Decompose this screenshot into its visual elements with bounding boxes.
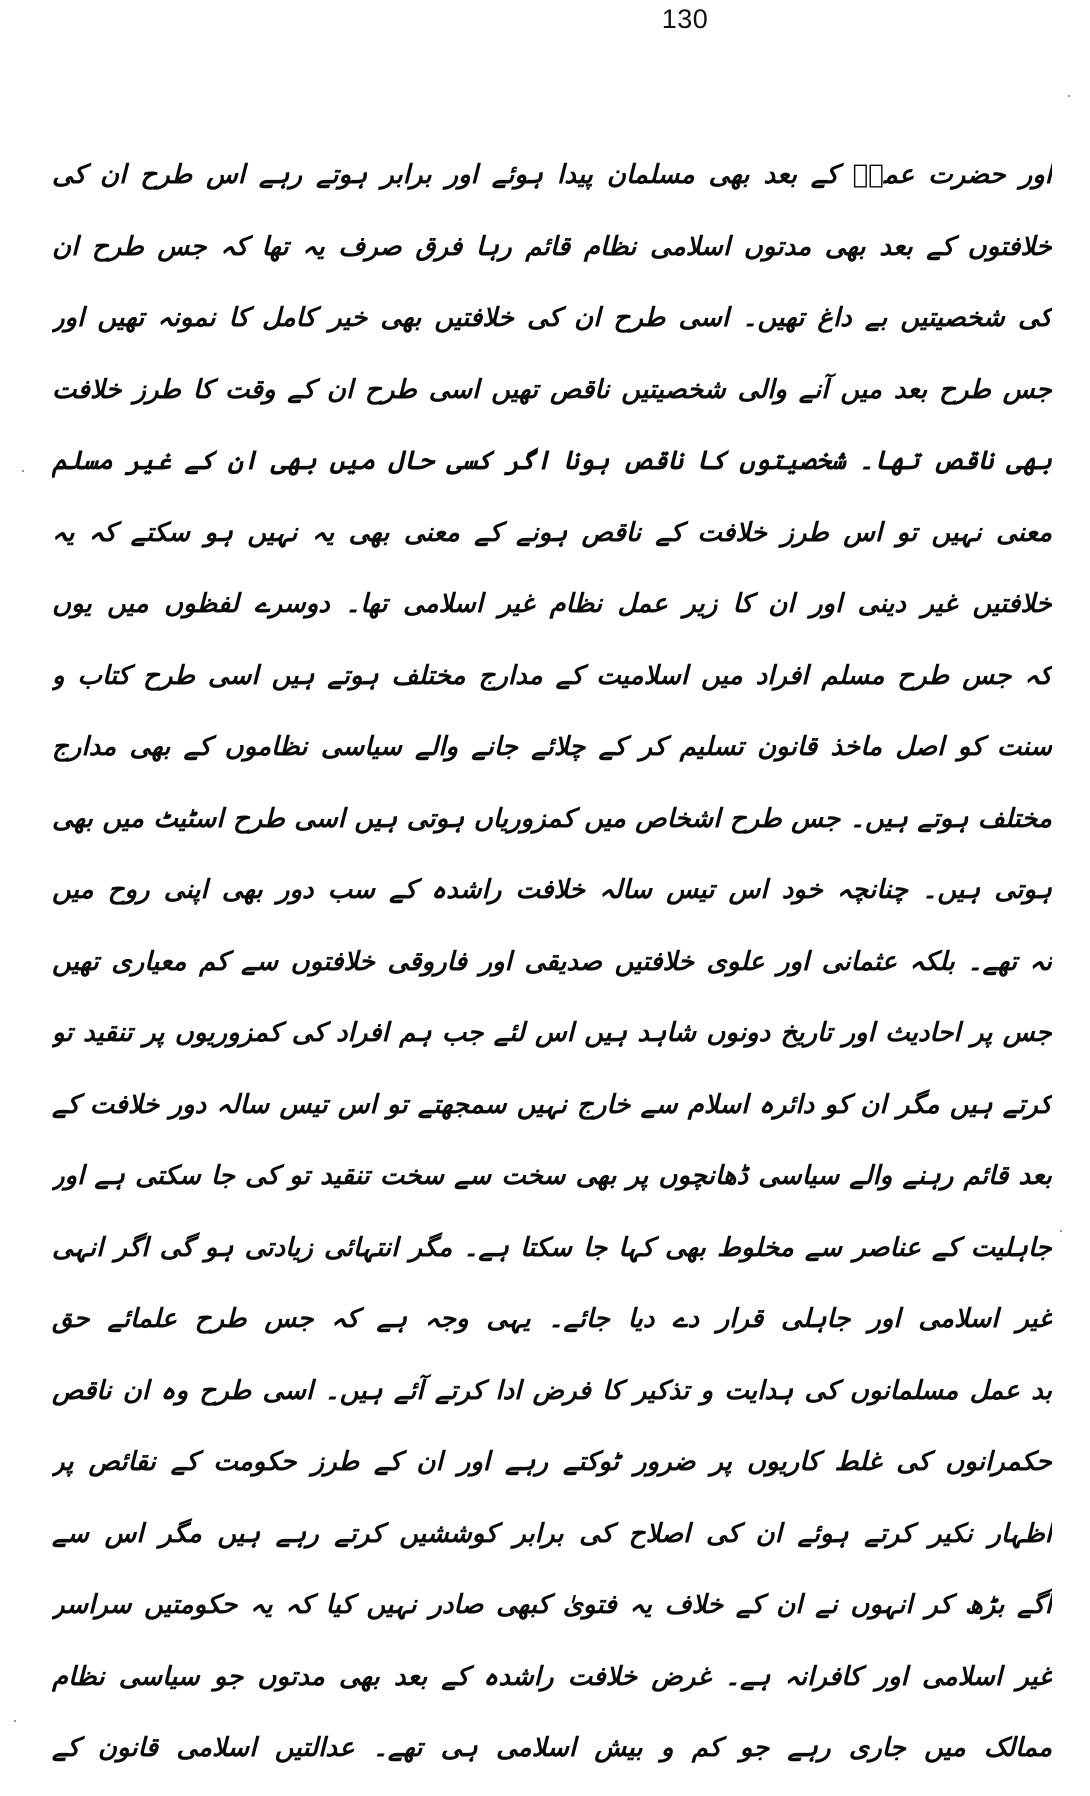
text-line: بعد قائم رہنے والے سیاسی ڈھانچوں پر بھی سخت سے سخت تنقید تو کی جا سکتی ہے اور <box>52 1161 1052 1191</box>
text-line: غیر اسلامی اور جاہلی قرار دے دیا جائے۔ یہی وجہ ہے کہ جس طرح علمائے حق <box>52 1304 1052 1334</box>
text-line: جاہلیت کے عناصر سے مخلوط بھی کہا جا سکتا ہے۔ مگر انتہائی زیادتی ہو گی اگر انہی <box>52 1232 1052 1263</box>
text-line: خلافتیں غیر دینی اور ان کا زیر عمل نظام غیر اسلامی تھا۔ دوسرے لفظوں میں یوں <box>52 589 1052 619</box>
text-line: بھی ناقص تھا۔ شخصیتوں کا ناقص ہونا اگر کسی حال میں بھی ان کے غیر مسلم <box>52 446 1052 476</box>
text-line: آگے بڑھ کر انہوں نے ان کے خلاف یہ فتویٰ کبھی صادر نہیں کیا کہ یہ حکومتیں سراسر <box>52 1590 1052 1620</box>
scan-speck <box>14 1720 16 1722</box>
text-line: کی شخصیتیں بے داغ تھیں۔ اسی طرح ان کی خلافتیں بھی خیر کامل کا نمونہ تھیں اور <box>52 303 1052 333</box>
text-line: کہ جس طرح مسلم افراد میں اسلامیت کے مدارج مختلف ہوتے ہیں اسی طرح کتاب و <box>52 660 1052 691</box>
text-line: کرتے ہیں مگر ان کو دائرہ اسلام سے خارج نہیں سمجھتے تو اس تیس سالہ دور خلافت کے <box>52 1089 1052 1120</box>
text-line: ہوتی ہیں۔ چنانچہ خود اس تیس سالہ خلافت راشدہ کے سب دور بھی اپنی روح میں <box>52 875 1052 905</box>
page-number: 130 <box>661 4 709 34</box>
scan-speck <box>1060 1230 1062 1232</box>
text-line: خلافتوں کے بعد بھی مدتوں اسلامی نظام قائم رہا فرق صرف یہ تھا کہ جس طرح ان <box>52 231 1052 262</box>
text-line: بد عمل مسلمانوں کی ہدایت و تذکیر کا فرض ادا کرتے آئے ہیں۔ اسی طرح وہ ان ناقص <box>52 1375 1052 1406</box>
text-line: جس پر احادیث اور تاریخ دونوں شاہد ہیں اس لئے جب ہم افراد کی کمزوریوں پر تنقید تو <box>52 1018 1052 1048</box>
text-line: سنت کو اصل ماخذ قانون تسلیم کر کے چلائے جانے والے سیاسی نظاموں کے بھی مدارج <box>52 732 1052 762</box>
text-line: نہ تھے۔ بلکہ عثمانی اور علوی خلافتیں صدیقی اور فاروقی خلافتوں سے کم معیاری تھیں <box>52 946 1052 977</box>
text-line: مختلف ہوتے ہیں۔ جس طرح اشخاص میں کمزوریاں ہوتی ہیں اسی طرح اسٹیٹ میں بھی <box>52 803 1052 834</box>
text-line: غیر اسلامی اور کافرانہ ہے۔ غرض خلافت راشدہ کے بعد بھی مدتوں جو سیاسی نظام <box>52 1661 1052 1692</box>
text-line: حکمرانوں کی غلط کاریوں پر ضرور ٹوکتے رہے اور ان کے طرز حکومت کے نقائص پر <box>52 1447 1052 1477</box>
body-text <box>52 140 1052 1785</box>
scan-speck <box>1068 95 1070 97</box>
text-line: اور حضرت عمرؓ کے بعد بھی مسلمان پیدا ہوئے اور برابر ہوتے رہے اس طرح ان کی <box>52 160 1052 190</box>
scan-speck <box>22 470 24 472</box>
text-line: ممالک میں جاری رہے جو کم و بیش اسلامی ہی تھے۔ عدالتیں اسلامی قانون کے <box>52 1733 1052 1763</box>
text-line: اظہار نکیر کرتے ہوئے ان کی اصلاح کی برابر کوششیں کرتے رہے ہیں مگر اس سے <box>52 1518 1052 1549</box>
text-line: معنی نہیں تو اس طرز خلافت کے ناقص ہونے کے معنی بھی یہ نہیں ہو سکتے کہ یہ <box>52 517 1052 548</box>
text-line: جس طرح بعد میں آنے والی شخصیتیں ناقص تھیں اسی طرح ان کے وقت کا طرز خلافت <box>52 374 1052 405</box>
